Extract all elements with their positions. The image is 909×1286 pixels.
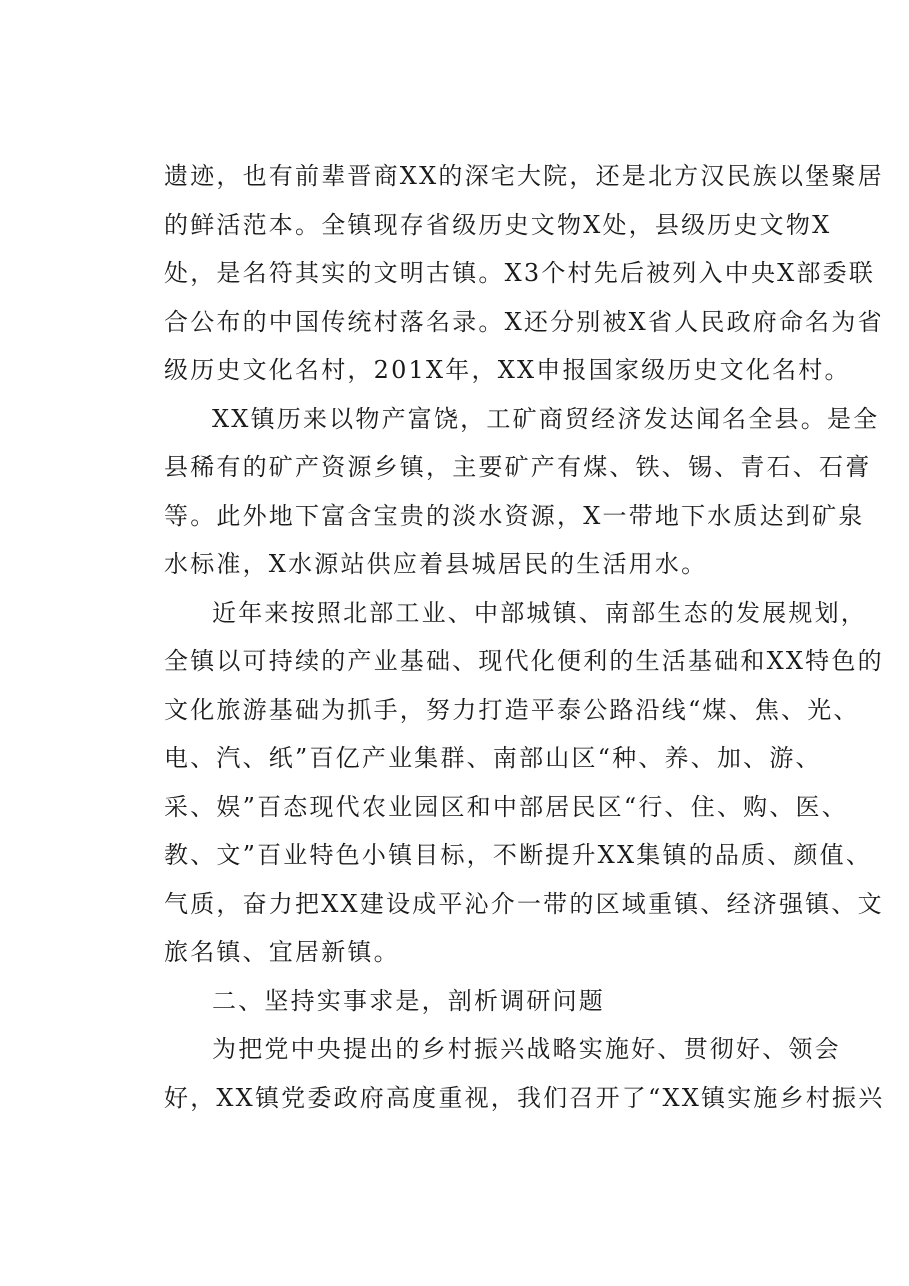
paragraph-1-line-4: 合公布的中国传统村落名录。X还分别被X省人民政府命名为省 [164, 307, 884, 336]
paragraph-1-line-5: 级历史文化名村，201X年，XX申报国家级历史文化名村。 [164, 356, 851, 384]
paragraph-3-line-6: 教、文”百业特色小镇目标，不断提升XX集镇的品质、颜值、 [164, 841, 873, 869]
paragraph-2-line-4: 水标准，X水源站供应着县城居民的生活用水。 [164, 550, 708, 578]
paragraph-3-line-4: 电、汽、纸”百亿产业集群、南部山区“种、养、加、游、 [164, 744, 822, 772]
paragraph-3-line-8: 旅名镇、宜居新镇。 [164, 938, 400, 966]
paragraph-1-line-1: 遗迹，也有前辈晋商XX的深宅大院，还是北方汉民族以堡聚居 [164, 162, 884, 190]
paragraph-3-line-3: 文化旅游基础为抓手，努力打造平泰公路沿线“煤、焦、光、 [164, 695, 860, 724]
paragraph-3-line-7: 气质，奋力把XX建设成平沁介一带的区域重镇、经济强镇、文 [164, 889, 884, 918]
paragraph-2-line-2: 县稀有的矿产资源乡镇，主要矿产有煤、铁、锡、青石、石膏 [164, 453, 872, 481]
document-body [164, 152, 885, 1122]
paragraph-3-line-1: 近年来按照北部工业、中部城镇、南部生态的发展规划， [212, 598, 867, 627]
paragraph-1-line-2: 的鲜活范本。全镇现存省级历史文物X处，县级历史文物X [164, 210, 832, 239]
paragraph-2-line-1: XX镇历来以物产富饶，工矿商贸经济发达闻名全县。是全 [212, 404, 880, 433]
paragraph-5-line-2: 好，XX镇党委政府高度重视，我们召开了“XX镇实施乡村振兴 [164, 1083, 885, 1112]
paragraph-2-line-3: 等。此外地下富含宝贵的淡水资源，X一带地下水质达到矿泉 [164, 501, 865, 530]
paragraph-1-line-3: 处，是名符其实的文明古镇。X3个村先后被列入中央X部委联 [164, 259, 876, 287]
paragraph-3-line-5: 采、娱”百态现代农业园区和中部居民区“行、住、购、医、 [164, 792, 848, 821]
paragraph-3-line-2: 全镇以可持续的产业基础、现代化便利的生活基础和XX特色的 [164, 647, 884, 675]
paragraph-5-line-1: 为把党中央提出的乡村振兴战略实施好、贯彻好、领会 [212, 1035, 841, 1063]
section-heading: 二、坚持实事求是，剖析调研问题 [212, 986, 605, 1015]
